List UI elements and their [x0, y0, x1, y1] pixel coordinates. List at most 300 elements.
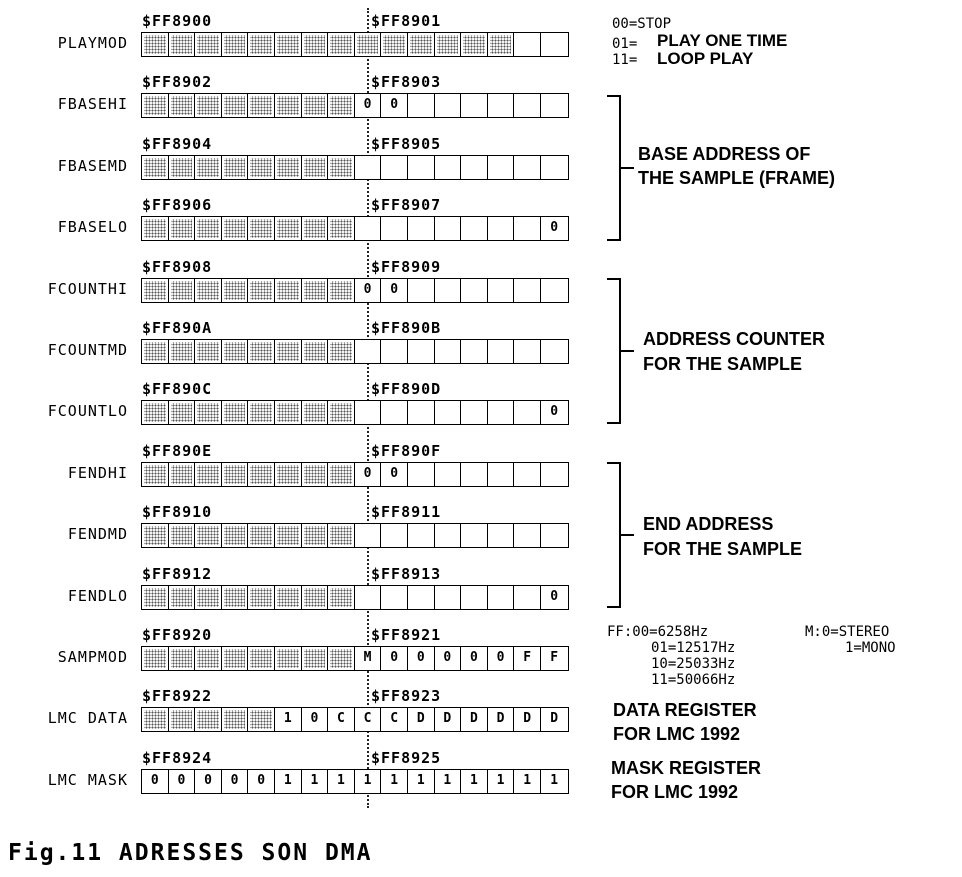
register-address-high: $FF8908	[142, 257, 213, 276]
bit-cell-unused	[275, 156, 302, 179]
bit-cell-empty	[461, 401, 488, 424]
bit-cell-empty	[461, 340, 488, 363]
bit-cell-empty	[488, 463, 515, 486]
register-name: FENDLO	[67, 586, 128, 605]
register-address-high: $FF8906	[142, 196, 213, 215]
bit-cell-empty	[435, 94, 462, 117]
register-name: FENDMD	[67, 525, 128, 544]
bit-cell-empty	[461, 586, 488, 609]
bit-cell-value: 0	[541, 586, 568, 609]
lmc-mask-note-line1: MASK REGISTER	[611, 758, 762, 778]
register-row	[0, 565, 600, 627]
bit-cell-value: 0	[461, 647, 488, 670]
bit-cell-empty	[461, 156, 488, 179]
bit-cell-empty	[408, 94, 435, 117]
bit-cell-unused	[142, 340, 169, 363]
bit-cell-unused	[355, 33, 382, 56]
bit-cell-unused	[195, 217, 222, 240]
sampmod-note-mono: 1=MONO	[845, 640, 896, 656]
bit-cell-empty	[541, 33, 568, 56]
bit-cell-unused	[195, 401, 222, 424]
bit-cell-value: 0	[248, 770, 275, 793]
bit-cell-unused	[169, 524, 196, 547]
bit-cell-empty	[541, 279, 568, 302]
bit-cell-unused	[222, 463, 249, 486]
bit-cell-value: 0	[381, 463, 408, 486]
bit-cell-unused	[302, 33, 329, 56]
sampmod-note-stereo: M:0=STEREO	[805, 624, 890, 640]
bit-cell-empty	[488, 524, 515, 547]
bit-cell-unused	[248, 33, 275, 56]
register-name: LMC DATA	[47, 709, 128, 728]
bit-cell-unused	[275, 33, 302, 56]
bit-cell-unused	[222, 156, 249, 179]
bit-cell-empty	[435, 524, 462, 547]
bit-cell-unused	[169, 340, 196, 363]
register-name: FCOUNTLO	[47, 402, 128, 421]
bit-cell-value: C	[355, 708, 382, 731]
bit-cell-unused	[248, 708, 275, 731]
bit-cell-unused	[302, 217, 329, 240]
bit-cell-value: 0	[541, 401, 568, 424]
bit-cell-unused	[328, 524, 355, 547]
bit-cell-unused	[169, 647, 196, 670]
bit-cell-value: 0	[195, 770, 222, 793]
register-row	[0, 749, 600, 811]
bit-cell-empty	[541, 463, 568, 486]
register-address-high: $FF8904	[142, 134, 213, 153]
register-bit-cells	[141, 769, 569, 794]
address-counter-bracket	[607, 278, 621, 424]
bit-cell-empty	[408, 586, 435, 609]
bit-cell-unused	[169, 463, 196, 486]
bit-cell-empty	[435, 463, 462, 486]
bit-cell-unused	[328, 217, 355, 240]
bit-cell-unused	[302, 586, 329, 609]
bit-cell-unused	[275, 524, 302, 547]
bit-cell-unused	[248, 401, 275, 424]
bit-cell-value: 1	[514, 770, 541, 793]
bit-cell-unused	[142, 463, 169, 486]
bit-cell-value: 0	[381, 94, 408, 117]
bit-cell-unused	[302, 156, 329, 179]
bit-cell-value: C	[328, 708, 355, 731]
bit-cell-unused	[248, 340, 275, 363]
bit-cell-empty	[355, 217, 382, 240]
bit-cell-empty	[514, 217, 541, 240]
bit-cell-unused	[169, 708, 196, 731]
register-address-high: $FF890A	[142, 319, 213, 337]
bit-cell-empty	[355, 340, 382, 363]
bit-cell-value: 1	[488, 770, 515, 793]
bit-cell-value: D	[488, 708, 515, 731]
bit-cell-value: 0	[355, 463, 382, 486]
bit-cell-unused	[142, 708, 169, 731]
bit-cell-unused	[248, 647, 275, 670]
address-counter-note-line1: ADDRESS COUNTER	[643, 329, 826, 349]
base-bracket-tick	[620, 167, 634, 169]
bit-cell-empty	[408, 217, 435, 240]
bit-cell-unused	[275, 401, 302, 424]
bit-cell-empty	[408, 401, 435, 424]
playmod-note-play-one-time: PLAY ONE TIME	[657, 31, 788, 50]
register-address-low: $FF890D	[371, 380, 442, 399]
register-address-low: $FF8925	[371, 748, 442, 767]
bit-cell-unused	[248, 94, 275, 117]
bit-cell-unused	[328, 156, 355, 179]
register-address-low: $FF8901	[371, 12, 442, 30]
bit-cell-value: 0	[435, 647, 462, 670]
bit-cell-unused	[222, 217, 249, 240]
bit-cell-empty	[514, 401, 541, 424]
sampmod-note-11: 11=50066Hz	[651, 672, 736, 688]
register-row	[0, 258, 600, 320]
bit-cell-unused	[169, 279, 196, 302]
bit-cell-unused	[275, 586, 302, 609]
bit-cell-value: 0	[408, 647, 435, 670]
register-row	[0, 196, 600, 258]
bit-cell-empty	[435, 279, 462, 302]
sampmod-note-10: 10=25033Hz	[651, 656, 736, 672]
bit-cell-unused	[222, 586, 249, 609]
bit-cell-empty	[514, 94, 541, 117]
bit-cell-unused	[248, 217, 275, 240]
bit-cell-empty	[461, 94, 488, 117]
bit-cell-unused	[302, 94, 329, 117]
bit-cell-unused	[328, 463, 355, 486]
bit-cell-empty	[541, 340, 568, 363]
bit-cell-unused	[275, 463, 302, 486]
bit-cell-value: D	[461, 708, 488, 731]
bit-cell-unused	[169, 217, 196, 240]
register-bit-cells	[141, 462, 569, 487]
bit-cell-unused	[328, 647, 355, 670]
register-name: PLAYMOD	[57, 34, 128, 52]
bit-cell-unused	[302, 279, 329, 302]
register-bit-cells	[141, 32, 569, 57]
register-row	[0, 12, 600, 74]
bit-cell-unused	[195, 156, 222, 179]
bit-cell-value: 0	[488, 647, 515, 670]
bit-cell-value: 0	[381, 647, 408, 670]
bit-cell-value: 1	[275, 708, 302, 731]
bit-cell-unused	[275, 647, 302, 670]
bit-cell-empty	[381, 586, 408, 609]
bit-cell-unused	[488, 33, 515, 56]
register-address-high: $FF8912	[142, 564, 213, 583]
playmod-note-01: 01=	[612, 36, 638, 52]
bit-cell-empty	[435, 401, 462, 424]
bit-cell-empty	[488, 156, 515, 179]
address-counter-note-line2: FOR THE SAMPLE	[643, 354, 803, 374]
bit-cell-empty	[408, 156, 435, 179]
register-bit-cells	[141, 523, 569, 548]
base-address-note-line1: BASE ADDRESS OF	[638, 144, 811, 164]
bit-cell-unused	[328, 340, 355, 363]
bit-cell-unused	[222, 708, 249, 731]
bit-cell-empty	[435, 217, 462, 240]
register-address-high: $FF8922	[142, 687, 213, 706]
register-bit-cells	[141, 707, 569, 732]
register-address-high: $FF8920	[142, 626, 213, 644]
register-bit-cells	[141, 93, 569, 118]
bit-cell-unused	[302, 463, 329, 486]
bit-cell-value: 1	[275, 770, 302, 793]
bit-cell-value: 0	[222, 770, 249, 793]
register-row	[0, 442, 600, 504]
bit-cell-value: 1	[328, 770, 355, 793]
bit-cell-empty	[488, 94, 515, 117]
bit-cell-unused	[248, 463, 275, 486]
bit-cell-unused	[328, 279, 355, 302]
bit-cell-empty	[408, 524, 435, 547]
bit-cell-unused	[222, 33, 249, 56]
bit-cell-unused	[302, 647, 329, 670]
bit-cell-empty	[355, 524, 382, 547]
bit-cell-unused	[222, 340, 249, 363]
register-row	[0, 503, 600, 565]
bit-cell-unused	[381, 33, 408, 56]
register-name: FBASELO	[57, 218, 128, 237]
bit-cell-empty	[381, 524, 408, 547]
register-row	[0, 135, 600, 197]
bit-cell-empty	[488, 586, 515, 609]
register-address-low: $FF8905	[371, 134, 442, 153]
register-address-low: $FF8911	[371, 503, 442, 522]
bit-cell-empty	[435, 340, 462, 363]
register-bit-cells	[141, 278, 569, 303]
bit-cell-unused	[142, 279, 169, 302]
register-name: FBASEHI	[57, 95, 128, 114]
bit-cell-unused	[169, 586, 196, 609]
bit-cell-empty	[381, 340, 408, 363]
lmc-data-note-line2: FOR LMC 1992	[613, 724, 741, 744]
register-name: FCOUNTMD	[47, 341, 128, 359]
bit-cell-empty	[514, 463, 541, 486]
bit-cell-unused	[275, 340, 302, 363]
register-bit-cells	[141, 339, 569, 364]
bit-cell-unused	[222, 647, 249, 670]
bit-cell-empty	[435, 156, 462, 179]
bit-cell-unused	[142, 94, 169, 117]
end-address-note-line1: END ADDRESS	[643, 514, 774, 534]
sampmod-note-01: 01=12517Hz	[651, 640, 736, 656]
bit-cell-empty	[381, 156, 408, 179]
bit-cell-unused	[302, 340, 329, 363]
bit-cell-value: D	[435, 708, 462, 731]
playmod-note-loop-play: LOOP PLAY	[657, 49, 754, 68]
register-bit-cells	[141, 216, 569, 241]
register-address-low: $FF8903	[371, 73, 442, 92]
bit-cell-value: 0	[355, 279, 382, 302]
bit-cell-value: 1	[408, 770, 435, 793]
end-address-bracket	[607, 462, 621, 608]
register-address-low: $FF8907	[371, 196, 442, 215]
bit-cell-empty	[488, 340, 515, 363]
figure-caption: Fig.11 ADRESSES SON DMA	[8, 840, 373, 866]
sampmod-note-ff00: FF:00=6258Hz	[607, 624, 709, 640]
bit-cell-unused	[142, 401, 169, 424]
lmc-mask-note-line2: FOR LMC 1992	[611, 782, 739, 802]
bit-cell-empty	[355, 156, 382, 179]
bit-cell-empty	[488, 401, 515, 424]
bit-cell-value: 1	[302, 770, 329, 793]
bit-cell-value: 0	[355, 94, 382, 117]
bit-cell-unused	[248, 524, 275, 547]
bit-cell-unused	[248, 586, 275, 609]
bit-cell-unused	[195, 94, 222, 117]
bit-cell-unused	[275, 279, 302, 302]
bit-cell-unused	[222, 401, 249, 424]
bit-cell-empty	[488, 217, 515, 240]
bit-cell-empty	[355, 401, 382, 424]
register-address-high: $FF8900	[142, 12, 213, 30]
bit-cell-empty	[381, 401, 408, 424]
register-row	[0, 319, 600, 381]
bit-cell-empty	[408, 340, 435, 363]
register-bit-cells	[141, 646, 569, 671]
bit-cell-unused	[142, 524, 169, 547]
bit-cell-empty	[514, 340, 541, 363]
bit-cell-unused	[302, 401, 329, 424]
bit-cell-value: 1	[541, 770, 568, 793]
bit-cell-empty	[381, 217, 408, 240]
counter-bracket-tick	[620, 350, 634, 352]
bit-cell-empty	[514, 524, 541, 547]
bit-cell-empty	[541, 156, 568, 179]
bit-cell-value: 1	[435, 770, 462, 793]
bit-cell-unused	[275, 94, 302, 117]
register-address-low: $FF8923	[371, 687, 442, 706]
bit-cell-unused	[169, 33, 196, 56]
bit-cell-value: C	[381, 708, 408, 731]
bit-cell-empty	[461, 217, 488, 240]
bit-cell-unused	[195, 463, 222, 486]
bit-cell-unused	[195, 524, 222, 547]
bit-cell-unused	[328, 33, 355, 56]
playmod-note-stop: 00=STOP	[612, 16, 672, 32]
bit-cell-value: D	[408, 708, 435, 731]
bit-cell-empty	[488, 279, 515, 302]
register-name: SAMPMOD	[57, 648, 128, 666]
bit-cell-unused	[222, 94, 249, 117]
bit-cell-unused	[195, 33, 222, 56]
base-address-bracket	[607, 95, 621, 241]
bit-cell-unused	[248, 156, 275, 179]
register-address-high: $FF8902	[142, 73, 213, 92]
bit-cell-empty	[514, 279, 541, 302]
bit-cell-unused	[142, 156, 169, 179]
bit-cell-unused	[275, 217, 302, 240]
bit-cell-empty	[408, 463, 435, 486]
register-bit-cells	[141, 400, 569, 425]
lmc-data-note-line1: DATA REGISTER	[613, 700, 757, 720]
bit-cell-unused	[195, 340, 222, 363]
bit-cell-unused	[408, 33, 435, 56]
register-address-high: $FF890E	[142, 441, 213, 460]
register-address-low: $FF8921	[371, 626, 442, 644]
register-address-low: $FF890F	[371, 441, 442, 460]
bit-cell-value: F	[514, 647, 541, 670]
register-address-low: $FF8913	[371, 564, 442, 583]
bit-cell-empty	[514, 586, 541, 609]
register-bit-cells	[141, 155, 569, 180]
end-bracket-tick	[620, 534, 634, 536]
register-row	[0, 73, 600, 135]
bit-cell-unused	[142, 217, 169, 240]
bit-cell-value: 0	[541, 217, 568, 240]
register-row	[0, 380, 600, 442]
bit-cell-empty	[514, 33, 541, 56]
bit-cell-unused	[195, 708, 222, 731]
bit-cell-unused	[248, 279, 275, 302]
bit-cell-empty	[435, 586, 462, 609]
bit-cell-empty	[408, 279, 435, 302]
bit-cell-value: M	[355, 647, 382, 670]
register-address-low: $FF890B	[371, 319, 442, 337]
bit-cell-unused	[142, 647, 169, 670]
register-name: LMC MASK	[47, 770, 128, 789]
bit-cell-empty	[461, 524, 488, 547]
bit-cell-unused	[169, 156, 196, 179]
bit-cell-unused	[328, 586, 355, 609]
register-address-high: $FF8924	[142, 748, 213, 767]
bit-cell-value: D	[541, 708, 568, 731]
bit-cell-value: 1	[381, 770, 408, 793]
register-address-high: $FF8910	[142, 503, 213, 522]
bit-cell-unused	[195, 586, 222, 609]
bit-cell-empty	[541, 524, 568, 547]
bit-cell-unused	[435, 33, 462, 56]
register-address-low: $FF8909	[371, 257, 442, 276]
register-name: FENDHI	[67, 463, 128, 482]
bit-cell-value: 0	[381, 279, 408, 302]
bit-cell-empty	[355, 586, 382, 609]
register-address-high: $FF890C	[142, 380, 213, 399]
bit-cell-unused	[461, 33, 488, 56]
bit-cell-value: F	[541, 647, 568, 670]
bit-cell-unused	[222, 524, 249, 547]
bit-cell-value: 0	[302, 708, 329, 731]
base-address-note-line2: THE SAMPLE (FRAME)	[638, 168, 835, 188]
bit-cell-unused	[169, 94, 196, 117]
bit-cell-value: 1	[461, 770, 488, 793]
bit-cell-value: 0	[142, 770, 169, 793]
bit-cell-unused	[195, 279, 222, 302]
bit-cell-unused	[142, 586, 169, 609]
register-row	[0, 687, 600, 749]
register-name: FCOUNTHI	[47, 279, 128, 298]
bit-cell-empty	[541, 94, 568, 117]
bit-cell-unused	[328, 94, 355, 117]
bit-cell-unused	[195, 647, 222, 670]
bit-cell-unused	[222, 279, 249, 302]
register-name: FBASEMD	[57, 156, 128, 175]
bit-cell-empty	[514, 156, 541, 179]
bit-cell-unused	[302, 524, 329, 547]
bit-cell-empty	[461, 279, 488, 302]
bit-cell-value: 0	[169, 770, 196, 793]
register-row	[0, 626, 600, 688]
register-bit-cells	[141, 585, 569, 610]
bit-cell-unused	[328, 401, 355, 424]
end-address-note-line2: FOR THE SAMPLE	[643, 539, 803, 559]
bit-cell-unused	[142, 33, 169, 56]
bit-cell-value: D	[514, 708, 541, 731]
bit-cell-empty	[461, 463, 488, 486]
playmod-note-11: 11=	[612, 52, 638, 68]
bit-cell-value: 1	[355, 770, 382, 793]
